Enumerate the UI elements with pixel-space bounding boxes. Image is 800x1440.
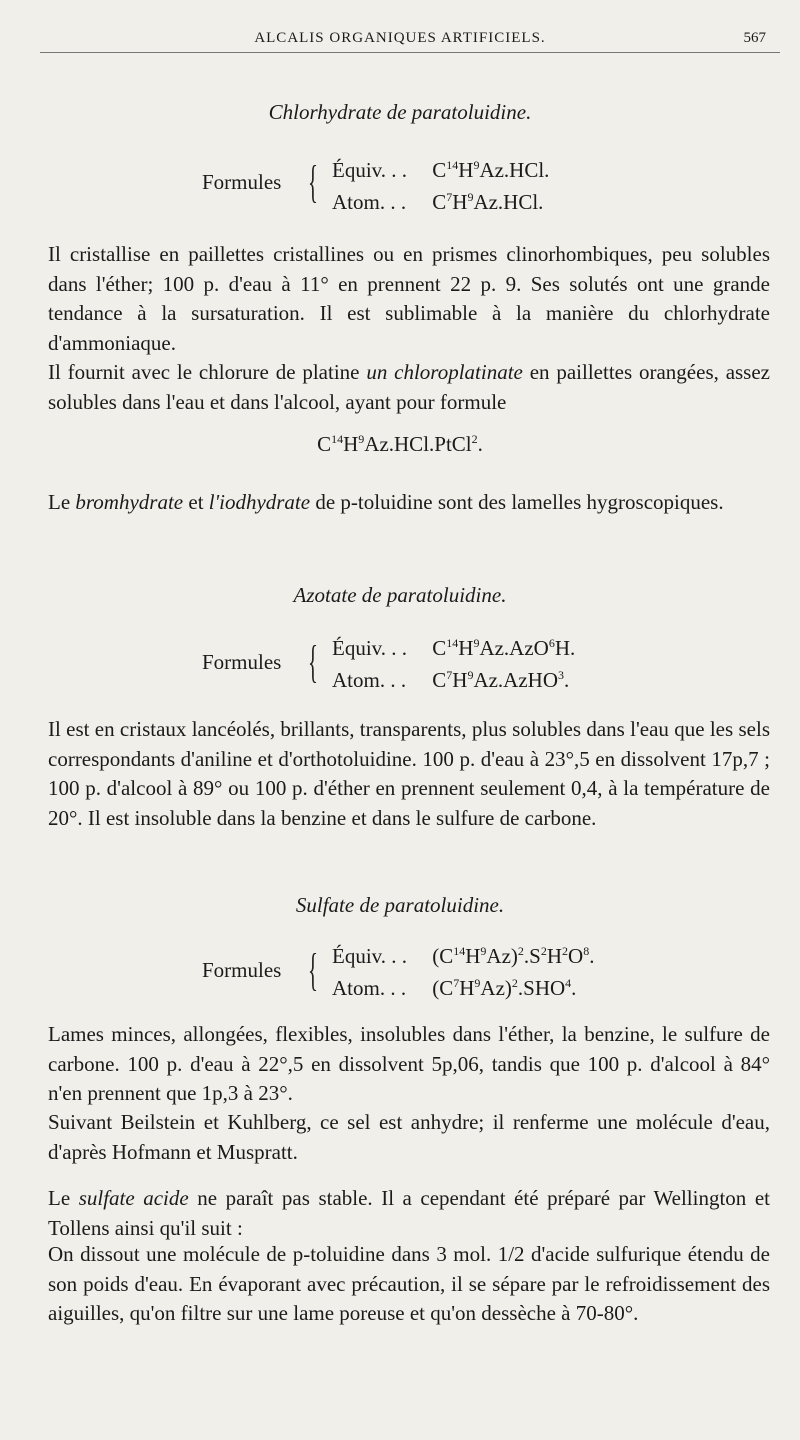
- text-run: Le: [48, 490, 76, 514]
- formula-atom-row: [332, 668, 569, 693]
- formula-value: $C^{14}H^9Az.HCl$.: [432, 158, 550, 182]
- running-title: ALCALIS ORGANIQUES ARTIFICIELS.: [254, 30, 546, 46]
- paragraph: [48, 1184, 770, 1243]
- formula-atom-row: [332, 976, 576, 1001]
- text-run: Il fournit avec le chlorure de platine: [48, 360, 367, 384]
- formula-block-sulfate: [0, 938, 800, 1004]
- section-title-azotate: Azotate de paratoluidine.: [293, 583, 507, 607]
- formula-equiv-row: [332, 944, 594, 969]
- paragraph: Suivant Beilstein et Kuhlberg, ce sel est anhydre; il renferme une molécule d'eau, d'après Hofmann et Muspratt.: [48, 1110, 770, 1164]
- formula-value: $C^{14}H^9Az.AzO^6H$.: [432, 636, 576, 660]
- page-number: 567: [743, 30, 766, 46]
- formula-kind: Atom. . .: [332, 976, 407, 1000]
- formula-label: Formules: [202, 958, 282, 982]
- formula-block-chlorhydrate: [0, 150, 800, 216]
- formula-kind: Équiv. . .: [332, 636, 408, 660]
- formula-label: Formules: [202, 650, 282, 674]
- brace-icon: {: [308, 156, 318, 207]
- bleed-through: [60, 62, 64, 92]
- paragraph: [48, 488, 770, 518]
- formula-equiv-row: [332, 636, 575, 661]
- formula-value: $C^7H^9Az.AzHO^3$.: [432, 668, 570, 692]
- formula-kind: Atom. . .: [332, 668, 407, 692]
- italic-term: l'iodhydrate: [208, 490, 311, 514]
- paragraph: Lames minces, allongées, flexibles, insolubles dans l'éther, la benzine, le sulfure de carbone. 100 p. d'eau à 22°,5 en dissolvent 5p,06, tandis que 100 p. d'alcool à 84° n'en prennent que 1p,3 à 23°.: [48, 1022, 770, 1106]
- italic-term: sulfate acide: [78, 1186, 189, 1210]
- formula-value: $(C^7H^9Az)^2.SHO^4$.: [432, 976, 577, 1000]
- platinum-salt-formula: $C^{14}H^9Az.HCl.PtCl^2$.: [317, 432, 483, 456]
- formula-label: Formules: [202, 170, 282, 194]
- italic-term: bromhydrate: [75, 490, 184, 514]
- paragraph: Il est en cristaux lancéolés, brillants, transparents, plus solubles dans l'eau que les sels correspondants d'aniline et d'orthotoluidine. 100 p. d'eau à 23°,5 en dissolvent 17p,7 ; 100 p. d'alcool à 89° ou 100 p. d'éther en prennent seulement 0,4, à la température de 20°. Il est insoluble dans la benzine et dans le sulfure de carbone.: [48, 717, 770, 830]
- formula-kind: Équiv. . .: [332, 158, 408, 182]
- paragraph: On dissout une molécule de p-toluidine dans 3 mol. 1/2 d'acide sulfurique étendu de son poids d'eau. En évaporant avec précaution, il se sépare par le refroidissement des aiguilles, qu'on filtre sur une lame poreuse et qu'on dessèche à 70-80°.: [48, 1242, 770, 1326]
- section-title-sulfate: Sulfate de paratoluidine.: [295, 893, 505, 917]
- formula-value: $C^7H^9Az.HCl$.: [432, 190, 544, 214]
- text-run: Le: [48, 1186, 79, 1210]
- formula-block-azotate: [0, 630, 800, 696]
- paragraph: [48, 358, 770, 417]
- italic-term: un chloroplatinate: [366, 360, 523, 384]
- brace-icon: {: [308, 636, 318, 687]
- text-run: de p-toluidine sont des lamelles hygroscopiques.: [310, 490, 724, 514]
- header-rule: [40, 52, 780, 53]
- section-title-chlorhydrate: Chlorhydrate de paratoluidine.: [268, 100, 532, 124]
- page-header: [0, 30, 800, 52]
- text-run: et: [183, 490, 209, 514]
- brace-icon: {: [308, 944, 318, 995]
- paragraph: Il cristallise en paillettes cristallines ou en prismes clinorhombiques, peu solubles dans l'éther; 100 p. d'eau à 11° en prennent 22 p. 9. Ses solutés ont une grande tendance à la sursaturation. Il est sublimable à la manière du chlorhydrate d'ammoniaque.: [48, 242, 770, 355]
- formula-atom-row: [332, 190, 543, 215]
- formula-kind: Atom. . .: [332, 190, 407, 214]
- formula-equiv-row: [332, 158, 549, 183]
- formula-kind: Équiv. . .: [332, 944, 408, 968]
- text-run: ne paraît pas stable. Il a cependant été préparé par Wellington et Tollens ainsi qu'il suit :: [48, 1186, 770, 1240]
- text-run: en paillettes orangées, assez solubles dans l'eau et dans l'alcool, ayant pour formule: [48, 360, 770, 414]
- formula-value: $(C^{14}H^9Az)^2.S^2H^2O^8$.: [432, 944, 595, 968]
